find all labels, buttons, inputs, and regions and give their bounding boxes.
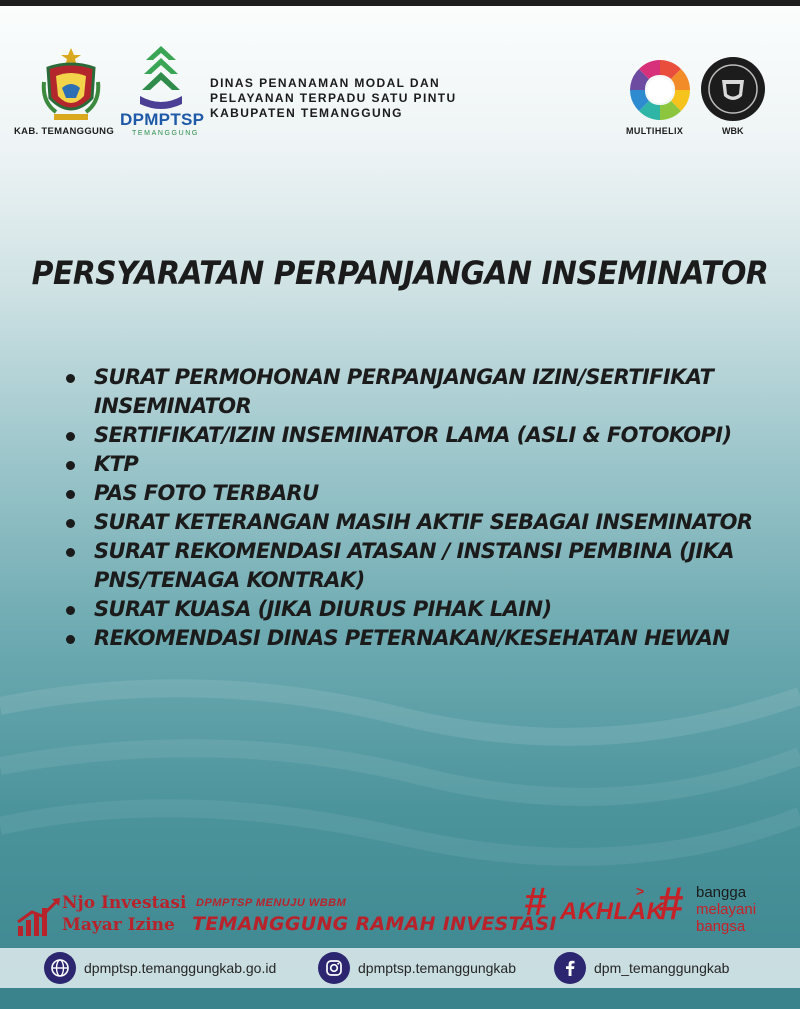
facebook-contact[interactable]	[554, 948, 729, 988]
dpmptsp-logo	[132, 42, 190, 112]
requirement-text: SERTIFIKAT/IZIN INSEMINATOR LAMA (ASLI & FOTOKOPI)	[94, 423, 732, 447]
globe-icon	[44, 952, 76, 984]
bangga-hash-icon: #	[658, 877, 684, 929]
decorative-waves	[0, 646, 800, 906]
bullet-icon	[66, 490, 75, 499]
multihelix-logo	[628, 58, 692, 122]
wbk-seal-logo	[700, 56, 766, 122]
website-text: dpmptsp.temanggungkab.go.id	[84, 960, 277, 976]
bullet-icon	[66, 635, 75, 644]
kabupaten-label: KAB. TEMANGGUNG	[14, 126, 115, 137]
instagram-icon	[318, 952, 350, 984]
list-item	[60, 508, 780, 537]
ramah-investasi-slogan: TEMANGGUNG RAMAH INVESTASI	[192, 913, 557, 935]
bottom-strip	[0, 988, 800, 1009]
list-item	[60, 421, 780, 450]
poster	[0, 6, 800, 1009]
list-item	[60, 537, 780, 595]
agency-line-1: DINAS PENANAMAN MODAL DAN	[210, 76, 441, 90]
bullet-icon	[66, 519, 75, 528]
wbbm-slogan: DPMPTSP MENUJU WBBM	[196, 897, 347, 909]
requirement-text: KTP	[94, 452, 139, 476]
list-item	[60, 363, 780, 421]
list-item	[60, 595, 780, 624]
facebook-text: dpm_temanggungkab	[594, 960, 730, 976]
requirements-list	[60, 363, 780, 653]
bangga-line-3: bangsa	[696, 918, 746, 935]
bullet-icon	[66, 374, 75, 383]
requirement-text: SURAT KUASA (JIKA DIURUS PIHAK LAIN)	[94, 597, 552, 621]
requirement-text: SURAT REKOMENDASI ATASAN / INSTANSI PEMBINA (JIKA PNS/TENAGA KONTRAK)	[94, 539, 734, 592]
growth-chart-icon	[16, 896, 62, 938]
bullet-icon	[66, 548, 75, 557]
instagram-text: dpmptsp.temanggungkab	[358, 960, 516, 976]
requirement-text: REKOMENDASI DINAS PETERNAKAN/KESEHATAN HEWAN	[94, 626, 730, 650]
bangga-line-2: melayani	[696, 901, 757, 918]
bullet-icon	[66, 432, 75, 441]
multihelix-label: MULTIHELIX	[626, 126, 684, 136]
list-item	[60, 479, 780, 508]
slogan-line-2: Mayar Izine	[62, 915, 175, 935]
akhlak-logo-text: AKHLAK	[560, 898, 665, 925]
bangga-line-1: bangga	[696, 884, 747, 901]
requirement-text: PAS FOTO TERBARU	[94, 481, 319, 505]
kabupaten-crest-logo	[40, 46, 102, 124]
bullet-icon	[66, 606, 75, 615]
wbk-label: WBK	[722, 126, 744, 136]
website-contact[interactable]	[44, 948, 276, 988]
requirement-text: SURAT PERMOHONAN PERPANJANGAN IZIN/SERTIFIKAT INSEMINATOR	[94, 365, 714, 418]
facebook-icon	[554, 952, 586, 984]
requirement-text: SURAT KETERANGAN MASIH AKTIF SEBAGAI INSEMINATOR	[94, 510, 753, 534]
dpmptsp-subtitle: TEMANGGUNG	[132, 130, 199, 137]
agency-line-2: PELAYANAN TERPADU SATU PINTU	[210, 91, 457, 105]
dpmptsp-name: DPMPTSP	[120, 110, 205, 129]
bullet-icon	[66, 461, 75, 470]
list-item	[60, 450, 780, 479]
slogan-line-1: Njo Investasi	[62, 893, 187, 913]
akhlak-hash-icon: #	[524, 880, 547, 924]
bangga-melayani-logo	[696, 884, 756, 935]
instagram-contact[interactable]	[318, 948, 516, 988]
contact-bar	[0, 948, 800, 988]
page-title: PERSYARATAN PERPANJANGAN INSEMINATOR	[31, 254, 769, 292]
agency-name	[210, 76, 457, 121]
agency-line-3: KABUPATEN TEMANGGUNG	[210, 106, 403, 120]
investment-slogan	[62, 892, 186, 936]
akhlak-arrow-icon: >	[636, 883, 645, 899]
